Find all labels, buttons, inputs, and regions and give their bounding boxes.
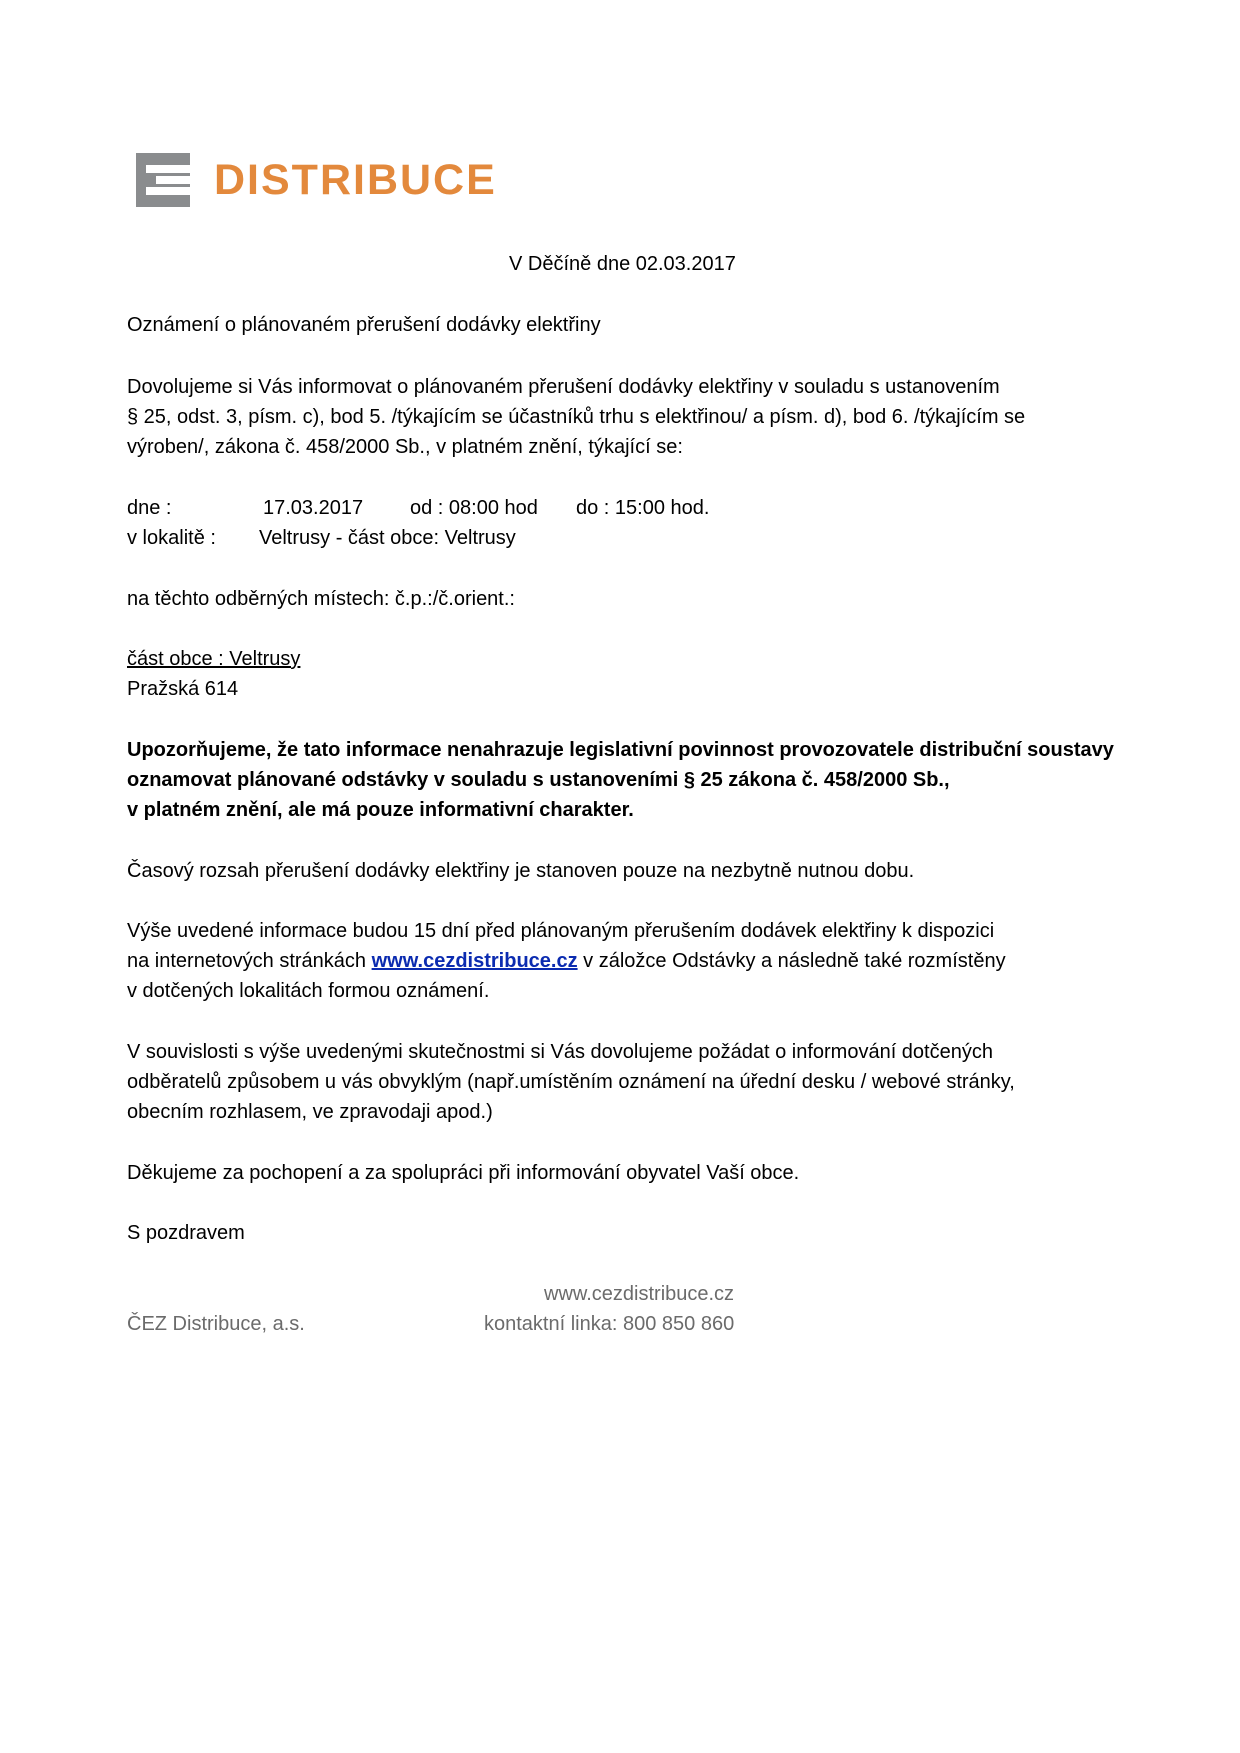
cez-logo-mark (136, 153, 190, 207)
warning-line: Upozorňujeme, že tato informace nenahrazuje legislativní povinnost provozovatele distribuční soustavy (127, 739, 1114, 761)
info-text: na internetových stránkách (127, 950, 367, 972)
request-line: obecním rozhlasem, ve zpravodaji apod.) (127, 1101, 493, 1123)
logo-text: DISTRIBUCE (214, 156, 497, 204)
intro-line: Dovolujeme si Vás informovat o plánovaném přerušení dodávky elektřiny v souladu s ustanovením (127, 376, 1000, 398)
warning-line: oznamovat plánované odstávky v souladu s ustanoveními § 25 zákona č. 458/2000 Sb., (127, 769, 950, 791)
scope-paragraph: Časový rozsah přerušení dodávky elektřiny je stanoven pouze na nezbytně nutnou dobu. (127, 860, 915, 882)
outage-date-value: 17.03.2017 (263, 497, 364, 519)
outage-from: od : 08:00 hod (410, 497, 538, 519)
request-line: odběratelů způsobem u vás obvyklým (např.umístěním oznámení na úřední desku / webové stránky, (127, 1071, 1015, 1093)
info-line: Výše uvedené informace budou 15 dní před plánovaným přerušením dodávek elektřiny k dispozici (127, 920, 995, 942)
info-line: v dotčených lokalitách formou oznámení. (127, 980, 490, 1002)
warning-paragraph (127, 735, 1114, 825)
outage-location-value: Veltrusy - část obce: Veltrusy (259, 527, 516, 549)
info-text: v záložce Odstávky a následně také rozmístěny (583, 950, 1006, 972)
request-paragraph (127, 1037, 1015, 1127)
footer-website: www.cezdistribuce.cz (544, 1283, 735, 1305)
request-line: V souvislosti s výše uvedenými skutečnostmi si Vás dovolujeme požádat o informování dotčených (127, 1041, 993, 1063)
regards-line: S pozdravem (127, 1222, 245, 1244)
logo-bar (156, 176, 190, 184)
intro-line: výroben/, zákona č. 458/2000 Sb., v platném znění, týkající se: (127, 436, 683, 458)
outage-to: do : 15:00 hod. (576, 497, 710, 519)
intro-line: § 25, odst. 3, písm. c), bod 5. /týkajícím se účastníků trhu s elektřinou/ a písm. d), bod 6. /týkajícím se (127, 406, 1026, 428)
letter-date: V Děčíně dne 02.03.2017 (509, 253, 736, 275)
logo-bar (146, 187, 190, 195)
intro-paragraph (127, 372, 1025, 462)
letter-subject: Oznámení o plánovaném přerušení dodávky elektřiny (127, 314, 601, 336)
footer-phone: kontaktní linka: 800 850 860 (484, 1313, 735, 1335)
thanks-line: Děkujeme za pochopení a za spolupráci při informování obyvatel Vaší obce. (127, 1162, 800, 1184)
places-heading: na těchto odběrných místech: č.p.:/č.orient.: (127, 588, 515, 610)
footer-company: ČEZ Distribuce, a.s. (127, 1313, 305, 1335)
logo-bar (146, 165, 190, 173)
warning-line: v platném znění, ale má pouze informativní charakter. (127, 799, 634, 821)
outage-date-label: dne : (127, 497, 172, 519)
info-paragraph (127, 916, 1006, 1006)
outage-location-label: v lokalitě : (127, 527, 216, 549)
website-link[interactable]: www.cezdistribuce.cz (371, 950, 578, 972)
part-heading: část obce : Veltrusy (127, 648, 301, 670)
info-line (127, 946, 1006, 976)
street-address: Pražská 614 (127, 678, 239, 700)
